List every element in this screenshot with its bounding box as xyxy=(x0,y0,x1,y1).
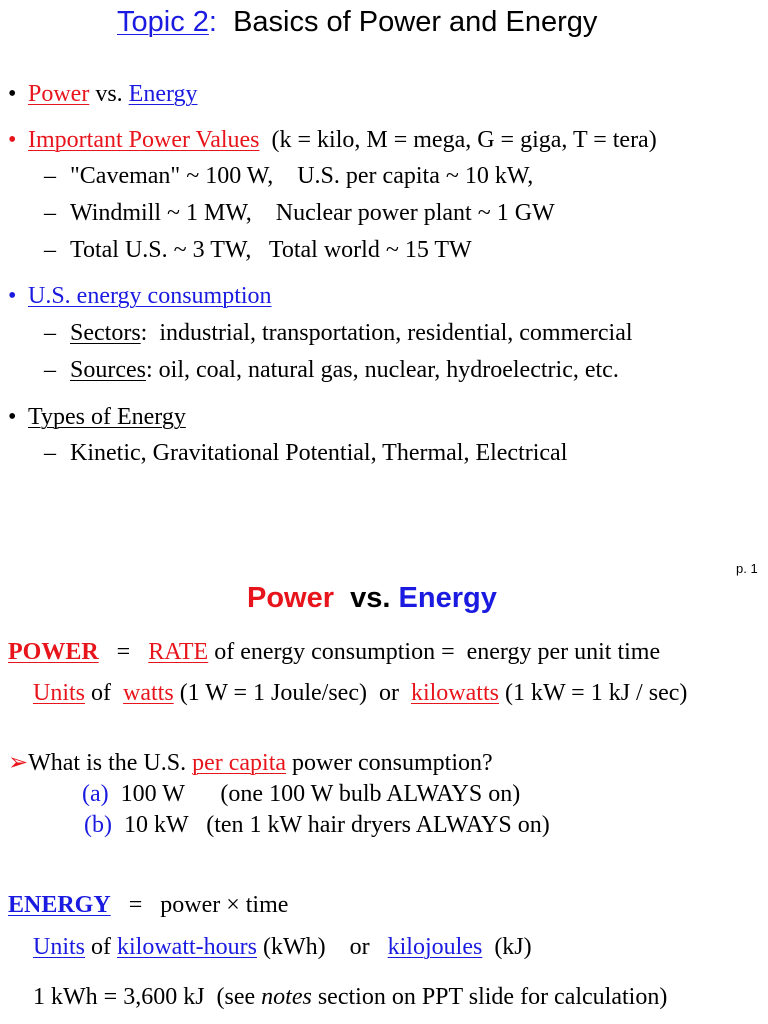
types-of-energy-head: Types of Energy xyxy=(28,404,186,430)
bullet-dot: • xyxy=(8,404,17,430)
title-energy: Energy xyxy=(398,582,497,614)
per-capita-term: per capita xyxy=(192,750,287,776)
page-number: p. 1 xyxy=(736,561,758,576)
power-units xyxy=(33,681,687,705)
power-definition-text: of energy consumption = energy per unit time xyxy=(214,639,661,665)
sub-item-1: – "Caveman" ~ 100 W, U.S. per capita ~ 10 kW, xyxy=(44,163,534,189)
title-dot: . xyxy=(382,582,391,614)
conversion-post: section on PPT slide for calculation) xyxy=(317,984,668,1010)
bullet-dot: • xyxy=(8,283,17,309)
prefix-definitions: (k = kilo, M = mega, G = giga, T = tera) xyxy=(271,127,657,153)
title-rest: Basics of Power and Energy xyxy=(233,6,598,38)
question-pre: What is the U.S. xyxy=(28,750,187,776)
slide1-title xyxy=(117,8,597,37)
sub-text: Kinetic, Gravitational Potential, Thermal, Electrical xyxy=(70,440,568,466)
sub-item-2: – Windmill ~ 1 MW, Nuclear power plant ~ 1 GW xyxy=(44,200,555,226)
sub-text: Windmill ~ 1 MW, Nuclear power plant ~ 1 GW xyxy=(70,200,555,226)
kj-abbr: (kJ) xyxy=(494,934,532,960)
link-energy[interactable]: Energy xyxy=(128,81,198,107)
rate-term: RATE xyxy=(148,639,209,665)
slide2-title xyxy=(247,584,497,613)
energy-definition-text: power × time xyxy=(160,892,289,918)
sub-item-3: – Total U.S. ~ 3 TW, Total world ~ 15 TW xyxy=(44,237,472,263)
units-term: Units xyxy=(33,680,86,706)
sectors-text: : industrial, transportation, residential, commercial xyxy=(140,320,633,346)
kilojoules-term: kilojoules xyxy=(387,934,483,960)
sub-item-sources: – Sources: oil, coal, natural gas, nuclear, hydroelectric, etc. xyxy=(44,357,619,383)
bullet-types-of-energy xyxy=(8,405,186,429)
answer-option-a[interactable] xyxy=(82,782,520,806)
energy-definition xyxy=(8,893,288,917)
arrow-bullet-icon: ➢ xyxy=(8,750,29,776)
question-post: power consumption? xyxy=(292,750,493,776)
energy-term: ENERGY xyxy=(8,892,111,918)
sub-text: "Caveman" ~ 100 W, U.S. per capita ~ 10 kW, xyxy=(70,163,534,189)
question xyxy=(8,751,493,775)
sub-text: Total U.S. ~ 3 TW, Total world ~ 15 TW xyxy=(70,237,472,263)
bullet-power-vs-energy xyxy=(8,82,198,106)
title-colon: : xyxy=(208,6,217,38)
title-vs: vs xyxy=(350,582,383,614)
bullet-dot: • xyxy=(8,127,17,153)
conversion-pre: 1 kWh = 3,600 kJ (see xyxy=(33,984,256,1010)
power-term: POWER xyxy=(8,639,99,665)
option-b-label: (b) xyxy=(84,812,112,838)
link-power[interactable]: Power xyxy=(28,81,90,107)
watts-term: watts xyxy=(123,680,174,706)
bullet-important-power-values xyxy=(8,128,657,152)
sectors-label: Sectors xyxy=(70,320,141,346)
bullet-dot: • xyxy=(8,81,17,107)
option-a-text: 100 W (one 100 W bulb ALWAYS on) xyxy=(120,781,521,807)
notes-term: notes xyxy=(261,984,312,1010)
power-definition xyxy=(8,640,660,664)
sub-item-sectors: – Sectors: industrial, transportation, residential, commercial xyxy=(44,320,633,346)
units-term: Units xyxy=(33,934,86,960)
vs-text: vs. xyxy=(95,81,123,107)
of-text: of xyxy=(91,680,112,706)
link-us-energy-consumption[interactable]: U.S. energy consumption xyxy=(28,283,272,309)
kilowatts-definition: (1 kW = 1 kJ / sec) xyxy=(504,680,688,706)
title-power: Power xyxy=(247,582,335,614)
sources-text: : oil, coal, natural gas, nuclear, hydroelectric, etc. xyxy=(145,357,619,383)
kwh-abbr: (kWh) or xyxy=(263,934,370,960)
link-important-power-values[interactable]: Important Power Values xyxy=(28,127,260,153)
sub-item-types: – Kinetic, Gravitational Potential, Thermal, Electrical xyxy=(44,440,568,466)
equals-sign: = xyxy=(116,639,131,665)
sources-label: Sources xyxy=(70,357,146,383)
title-topic: Topic 2 xyxy=(117,6,209,38)
bullet-us-energy-consumption xyxy=(8,284,272,308)
conversion-line xyxy=(33,985,667,1009)
equals-sign: = xyxy=(128,892,143,918)
option-a-label: (a) xyxy=(82,781,109,807)
kilowatts-term: kilowatts xyxy=(410,680,499,706)
option-b-text: 10 kW (ten 1 kW hair dryers ALWAYS on) xyxy=(123,812,550,838)
of-text: of xyxy=(91,934,112,960)
answer-option-b[interactable] xyxy=(84,813,550,837)
kilowatt-hours-term: kilowatt-hours xyxy=(117,934,257,960)
energy-units xyxy=(33,935,532,959)
watts-definition: (1 W = 1 Joule/sec) or xyxy=(179,680,399,706)
